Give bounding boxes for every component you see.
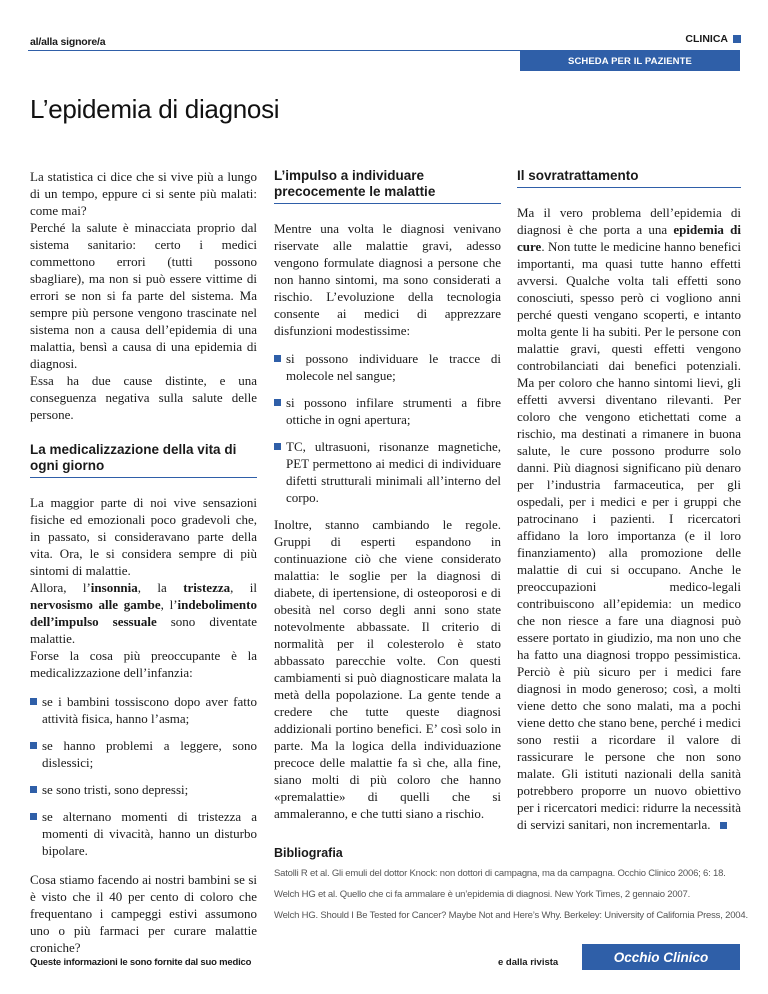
list-item: se sono tristi, sono depressi;: [30, 781, 257, 798]
section-label-text: CLINICA: [685, 33, 728, 45]
list-item: TC, ultrasuoni, risonanze magnetiche, PET permettono ai medici di individuare difetti strutturali minimali all’interno del corpo.: [274, 438, 501, 506]
list-item: se alternano momenti di tristezza a momenti di vivacità, hanno un disturbo bipolare.: [30, 808, 257, 859]
list-item: si possono individuare le tracce di molecole nel sangue;: [274, 350, 501, 384]
heading-sovratrattamento: Il sovratrattamento: [517, 168, 741, 188]
term-nervosismo: nervosismo alle gambe: [30, 597, 161, 612]
intro-paragraph-2: Perché la salute è minacciata proprio dal sistema sanitario: certo i medici commettono errori (tutti possono sbagliare), ma non si può essere vittime di errori se non si fa parte del sistema. Ma sempre più persone vengono trascinate nel sistema non a causa dell’epidemia di una malattia, bensì a causa di una epidemia di diagnosi.: [30, 220, 257, 371]
footer-journal-note: e dalla rivista: [498, 957, 559, 968]
term-indebolimento: indebolimento dell’impulso sessuale: [30, 597, 257, 629]
childhood-list: [30, 693, 257, 859]
journal-logo: Occhio Clinico: [582, 944, 740, 970]
term-epidemia-di-cure: epidemia di cure: [517, 222, 741, 254]
paragraph-medicalizzazione-3: Forse la cosa più preoccupante è la medicalizzazione dell’infanzia:: [30, 648, 257, 680]
intro-paragraph-3: Essa ha due cause distinte, e una conseguenza negativa sulla salute delle persone.: [30, 373, 257, 422]
end-square-icon: [720, 822, 727, 829]
patient-sheet-band: SCHEDA PER IL PAZIENTE: [520, 51, 740, 71]
heading-impulso: L’impulso a individuare precocemente le malattie: [274, 168, 501, 204]
column-2: [274, 168, 501, 822]
reference-item: Satolli R et al. Gli emuli del dottor Knock: non dottori di campagna, ma da campagna. Occhio Clinico 2006; 6: 18.: [274, 868, 726, 879]
paragraph-sovratrattamento: Ma il vero problema dell’epidemia di diagnosi è che porta a una epidemia di cure. Non tutte le medicine hanno benefici importanti, ma quasi tutte hanno effetti avversi. Qualche volta tali effetti sono conosciuti, spesso però ci vogliono anni perché questi vengano scoperti, e intanto molta gente li ha subiti. Per le persone con malattie gravi, questi effetti vengono controbilanciati dai benefici potenziali. Ma per coloro che hanno sintomi lievi, gli effetti avversi diventano rilevanti. Per coloro che vengono etichettati come a rischio, ma destinati a rimanere in buona salute, le cure possono produrre solo danni. Più diagnosi significano più denaro per l’industria farmaceutica, per gli ospedali, per i medici e per i gruppi che patrocinano i pazienti. I ricercatori affidano la loro importanza (e il loro finanziamento) alla promozione delle malattie di cui si occupano. Anche le preoccupazioni medico-legali contribuiscono all’epidemia: un medico che non riesce a fare una diagnosi può essere portato in giudizio, ma non uno che ha fatto una diagnosi troppo pessimistica. Perciò è più sicuro per i medici fare diagnosi in modo generoso; così, a molti viene detto che sono malati, ma a pochi viene detto che stano bene, perché i medici sono restii a ricordare il valore di rassicurare le persone che non sono malate. Gli istituti nazionali della sanità potrebbero proporre un nuovo obiettivo per i ricercatori medici: ridurre la necessità di servizi sanitari, non incrementarla.: [517, 205, 741, 832]
reference-item: Welch HG. Should I Be Tested for Cancer? Maybe Not and Here’s Why. Berkeley: University of California Press, 2004.: [274, 910, 748, 921]
bibliography: [274, 846, 748, 931]
paragraph-bambini: Cosa stiamo facendo ai nostri bambini se si è visto che il 40 per cento di coloro che frequentano i campeggi estivi assumono uno o più farmaci per curare malattie croniche?: [30, 872, 257, 955]
square-bullet-icon: [733, 35, 741, 43]
term-tristezza: tristezza: [183, 580, 231, 595]
column-3: [517, 168, 741, 833]
section-label: [685, 33, 741, 45]
paragraph-impulso-1: Mentre una volta le diagnosi venivano riservate alle malattie gravi, adesso vengono formulate diagnosi a persone che non hanno sintomi, ma sono considerati a rischio. L’evoluzione della tecnologia consente ai medici di apprezzare disfunzioni modestissime:: [274, 221, 501, 338]
audience-label: al/alla signore/a: [30, 36, 106, 48]
paragraph-medicalizzazione-2: Allora, l’insonnia, la tristezza, il nervosismo alle gambe, l’indebolimento dell’impulso sessuale sono diventate malattie.: [30, 580, 257, 646]
column-1: [30, 168, 257, 956]
intro-paragraph-1: La statistica ci dice che si vive più a lungo di un tempo, eppure ci si sente più malati: come mai?: [30, 169, 257, 218]
term-insonnia: insonnia: [90, 580, 138, 595]
list-item: se i bambini tossiscono dopo aver fatto attività fisica, hanno l’asma;: [30, 693, 257, 727]
footer-source-note: Queste informazioni le sono fornite dal suo medico: [30, 957, 252, 968]
list-item: si possono infilare strumenti a fibre ottiche in ogni apertura;: [274, 394, 501, 428]
heading-medicalizzazione: La medicalizzazione della vita di ogni giorno: [30, 442, 257, 478]
paragraph-impulso-2: Inoltre, stanno cambiando le regole. Gruppi di esperti espandono in continuazione ciò che viene considerato malattia: le soglie per la diagnosi di diabete, di ipertensione, di osteoporosi e di obesità nel corso degli anni sono state notevolmente abbassate. Il criterio di normalità per il colesterolo è stato abbassato parecchie volte. Con questi cambiamenti si può diagnosticare malata la metà della popolazione. La gente tende a credere che tutte queste diagnosi addizionali portino benefici. E’ così solo in parte. Ma la logica della individuazione precoce delle malattie fa sì che, alla fine, siano molti di più coloro che hanno «premalattie» di quelli che si ammaleranno, e che tutti siano a rischio.: [274, 517, 501, 821]
bibliography-title: Bibliografia: [274, 846, 343, 860]
technology-list: [274, 350, 501, 506]
reference-item: Welch HG et al. Quello che ci fa ammalare è un’epidemia di diagnosi. New York Times, 2 gennaio 2007.: [274, 889, 691, 900]
paragraph-medicalizzazione-1: La maggior parte di noi vive sensazioni fisiche ed emozionali poco gradevoli che, in passato, si consideravano parte della vita. Ora, le si considera sempre di più sintomi di malattie.: [30, 495, 257, 578]
page-title: L’epidemia di diagnosi: [30, 94, 280, 124]
list-item: se hanno problemi a leggere, sono dislessici;: [30, 737, 257, 771]
